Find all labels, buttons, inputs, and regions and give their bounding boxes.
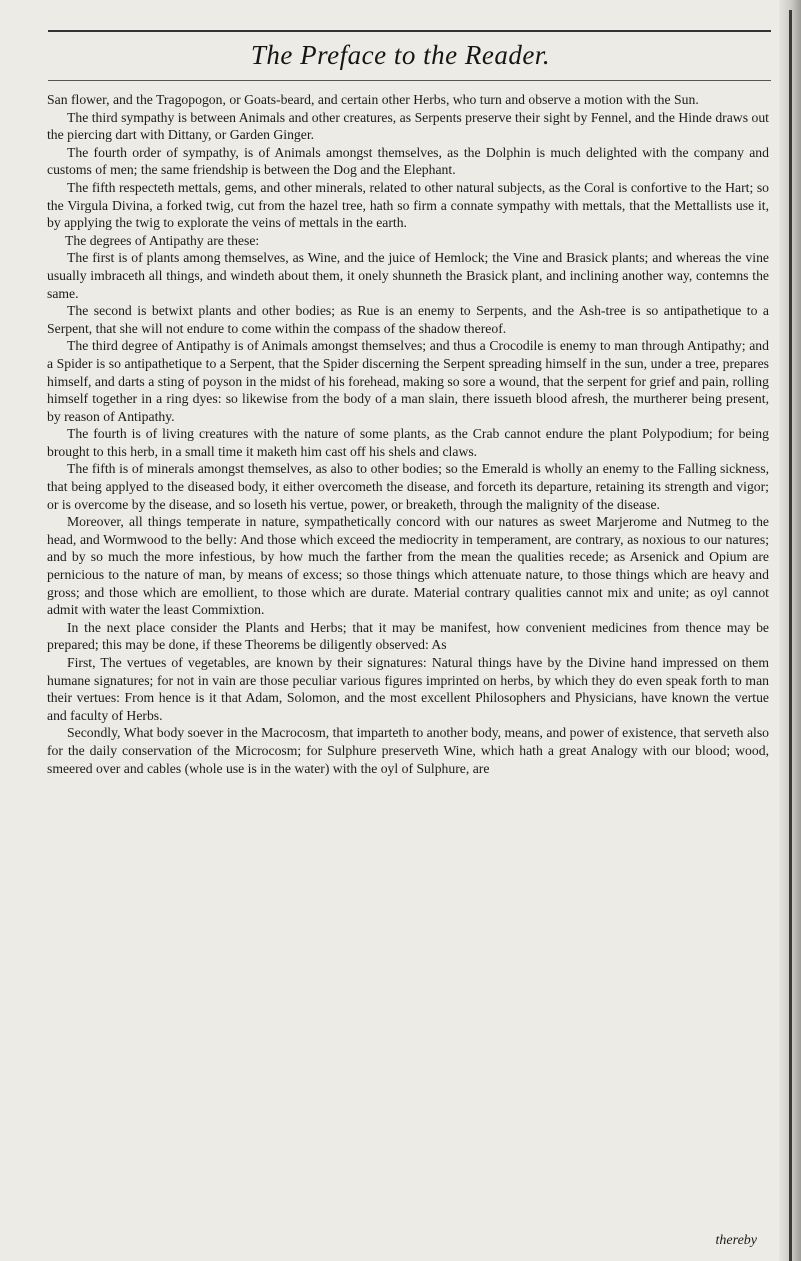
- paragraph: The first is of plants among themselves, as Wine, and the juice of Hemlock; the Vine and Brasick plants; and whereas the vine usually imbraceth all things, and windeth about them, it onely shunneth the Brasick plant, and inclining another way, contemns the same.: [47, 250, 769, 301]
- paragraph: The third degree of Antipathy is of Animals amongst themselves; and thus a Crocodile is enemy to man through Antipathy; and a Spider is so antipathetique to a Serpent, that the Spider discerning the Serpent spreading himself in the sun, under a tree, prepares himself, and darts a sting of poyson in the midst of his forehead, making so sore a wound, that the serpent for grief and pain, rolling himself together in a ring dyes: so likewise from the body of a man slain, there issueth blood afresh, the murtherer being present, by reason of Antipathy.: [47, 338, 769, 424]
- body-text: [47, 91, 769, 777]
- paragraph: The fifth respecteth mettals, gems, and other minerals, related to other natural subjects, as the Coral is confortive to the Hart; so the Virgula Divina, a forked twig, cut from the hazel tree, hath so firm a connate sympathy with mettals, that the Mettallists use it, by applying the twig to explorate the veins of mettals in the earth.: [47, 179, 769, 231]
- paragraph: Moreover, all things temperate in nature, sympathetically concord with our natures as sweet Marjerome and Nutmeg to the head, and Wormwood to the belly: And those which exceed the mediocrity in temperament, are contrary, as noxious to our natures; and by so much the more infestious, by how much the farther from the mean the qualities recede; as Arsenick and Opium are pernicious to the nature of man, by means of excess; so those things which attenuate nature, to those things which are heavy and gross; and those which are emollient, to those which are durate. Material contrary qualities cannot mix and unite; as oyl cannot admit with water the least Commixtion.: [47, 514, 769, 618]
- paragraph: San flower, and the Tragopogon, or Goats-beard, and certain other Herbs, who turn and observe a motion with the Sun.: [47, 92, 699, 107]
- paragraph: The fourth is of living creatures with the nature of some plants, as the Crab cannot endure the plant Polypodium; for being brought to this herb, in a small time it maketh him cast off his shels and claws.: [47, 426, 769, 459]
- page-edge: [779, 0, 801, 1261]
- paragraph: The third sympathy is between Animals and other creatures, as Serpents preserve their sight by Fennel, and the Hinde draws out the piercing dart with Dittany, or Garden Ginger.: [47, 109, 769, 143]
- paragraph: Secondly, What body soever in the Macrocosm, that imparteth to another body, means, and power of existence, that serveth also for the daily conservation of the Microcosm; for Sulphure preserveth Wine, which hath a great Analogy with our blood; wood, smeered over and cables (whole use is in the water) with the oyl of Sulphure, are: [47, 725, 769, 776]
- header-rule: [48, 30, 771, 32]
- paragraph: First, The vertues of vegetables, are known by their signatures: Natural things have by the Divine hand impressed on them humane signatures; for not in vain are those peculiar various figures imprinted on herbs, by which they do even speak forth to man their vertues: From hence is it that Adam, Solomon, and the most excellent Philosophers and Physicians, have known the vertue and faculty of Herbs.: [47, 655, 769, 723]
- paragraph: The fourth order of sympathy, is of Animals amongst themselves, as the Dolphin is much delighted with the company and customs of men; the same friendship is between the Dog and the Elephant.: [47, 144, 769, 178]
- paragraph: The degrees of Antipathy are these:: [65, 232, 260, 248]
- paragraph: The second is betwixt plants and other bodies; as Rue is an enemy to Serpents, and the Ash-tree is so antipathetique to a Serpent, that she will not endure to come within the compass of the shadow thereof.: [47, 303, 769, 336]
- paragraph: The fifth is of minerals amongst themselves, as also to other bodies; so the Emerald is wholly an enemy to the Falling sickness, that being applyed to the diseased body, it either overcometh the disease, and forceth its departure, retaining its strength and vigor; or is overcome by the disease, and so loseth his vertue, power, or breaketh, through the malignity of the disease.: [47, 461, 769, 512]
- paragraph: In the next place consider the Plants and Herbs; that it may be manifest, how convenient medicines from thence may be prepared; this may be done, if these Theorems be diligently observed: As: [47, 619, 769, 653]
- running-head: The Preface to the Reader.: [250, 40, 551, 70]
- binding-strip: [789, 10, 792, 1261]
- catchword: thereby: [715, 1233, 757, 1248]
- header-rule-lower: [48, 80, 771, 81]
